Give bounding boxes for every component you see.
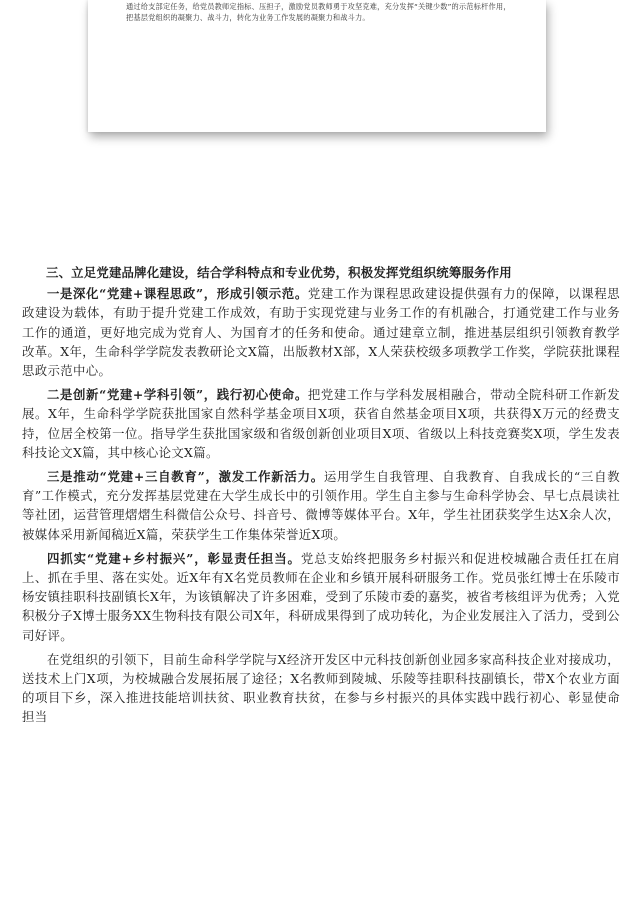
paragraph-lead: 四抓实“党建+乡村振兴”，彰显责任担当。: [47, 550, 301, 566]
paragraph-school-city-integration: [22, 650, 620, 727]
paragraph-lead: 三是推动“党建+三自教育”，激发工作新活力。: [47, 469, 324, 485]
paragraph-body: 把党建工作与学科发展相融合，带动全院科研工作新发展。X年，生命科学学院获批国家自然科学基金项目X项，获省自然基金项目X项，共获得X万元的经费支持，位居全校第一位。指导学生获批国家级和省级创新创业项目X项、省级以上科技竞赛奖X项，学生发表科技论文X篇，其中核心论文X篇。: [22, 387, 620, 460]
paragraph-lead: 一是深化“党建+课程思政”，形成引领示范。: [47, 286, 308, 302]
paragraph-body: 在党组织的引领下，目前生命科学学院与X经济开发区中元科技创新创业园多家高科技企业对接成功，送技术上门X项，为校城融合发展拓展了途径；X名教师到陵城、乐陵等挂职科技副镇长，带X个农业方面的项目下乡，深入推进技能培训扶贫、职业教育扶贫，在参与乡村振兴的具体实践中践行初心、彰显使命担当: [22, 651, 620, 725]
article-body: [22, 263, 620, 732]
section-heading: 三、立足党建品牌化建设，结合学科特点和专业优势，积极发挥党组织统筹服务作用: [46, 265, 512, 280]
paragraph-rural-revitalization: [22, 549, 620, 645]
paragraph-body: 党总支始终把服务乡村振兴和促进校城融合责任扛在肩上、抓在手里、落在实处。近X年有X名党员教师在企业和乡镇开展科研服务工作。党员张红博士在乐陵市杨安镇挂职科技副镇长X年，为该镇解决了许多困难，受到了乐陵市委的嘉奖，被省考核组评为优秀；入党积极分子X博士服务XX生物科技有限公司X年，科研成果得到了成功转化，为企业发展注入了活力，受到公司好评。: [22, 550, 621, 643]
preview-paragraph: 通过给支部定任务，给党员教师定指标、压担子，激励党员教师勇于攻坚克难，充分发挥“关键少数”的示范标杆作用，把基层党组织的凝聚力、战斗力，转化为业务工作发展的凝聚力和战斗力。: [126, 2, 511, 22]
paragraph-body: 运用学生自我管理、自我教育、自我成长的“三自教育”工作模式，充分发挥基层党建在大学生成长中的引领作用。学生自主参与生命科学协会、早七点晨读社等社团，运营管理熠熠生科微信公众号、抖音号、微博等媒体平台。X年，学生社团获奖学生达X余人次，被媒体采用新闻稿近X篇，荣获学生工作集体荣誉近X项。: [22, 469, 620, 542]
paragraph-lead: 二是创新“党建+学科引领”，践行初心使命。: [47, 387, 308, 403]
paragraph-course-ideology: [22, 284, 620, 380]
paragraph-three-self-education: [22, 467, 620, 544]
paragraph-discipline-lead: [22, 385, 620, 462]
paragraph-body: 党建工作为课程思政建设提供强有力的保障，以课程思政建设为载体，有助于提升党建工作成效，有助于实现党建与业务工作的有机融合，打通党建工作与业务工作的通道，更好地完成为党育人、为国育才的任务和使命。通过建章立制，推进基层组织引领教育教学改革。X年，生命科学学院发表教研论文X篇，出版教材X部，X人荣获校级多项教学工作奖，学院获批课程思政示范中心。: [22, 286, 620, 379]
previous-page-preview: [88, 0, 546, 132]
